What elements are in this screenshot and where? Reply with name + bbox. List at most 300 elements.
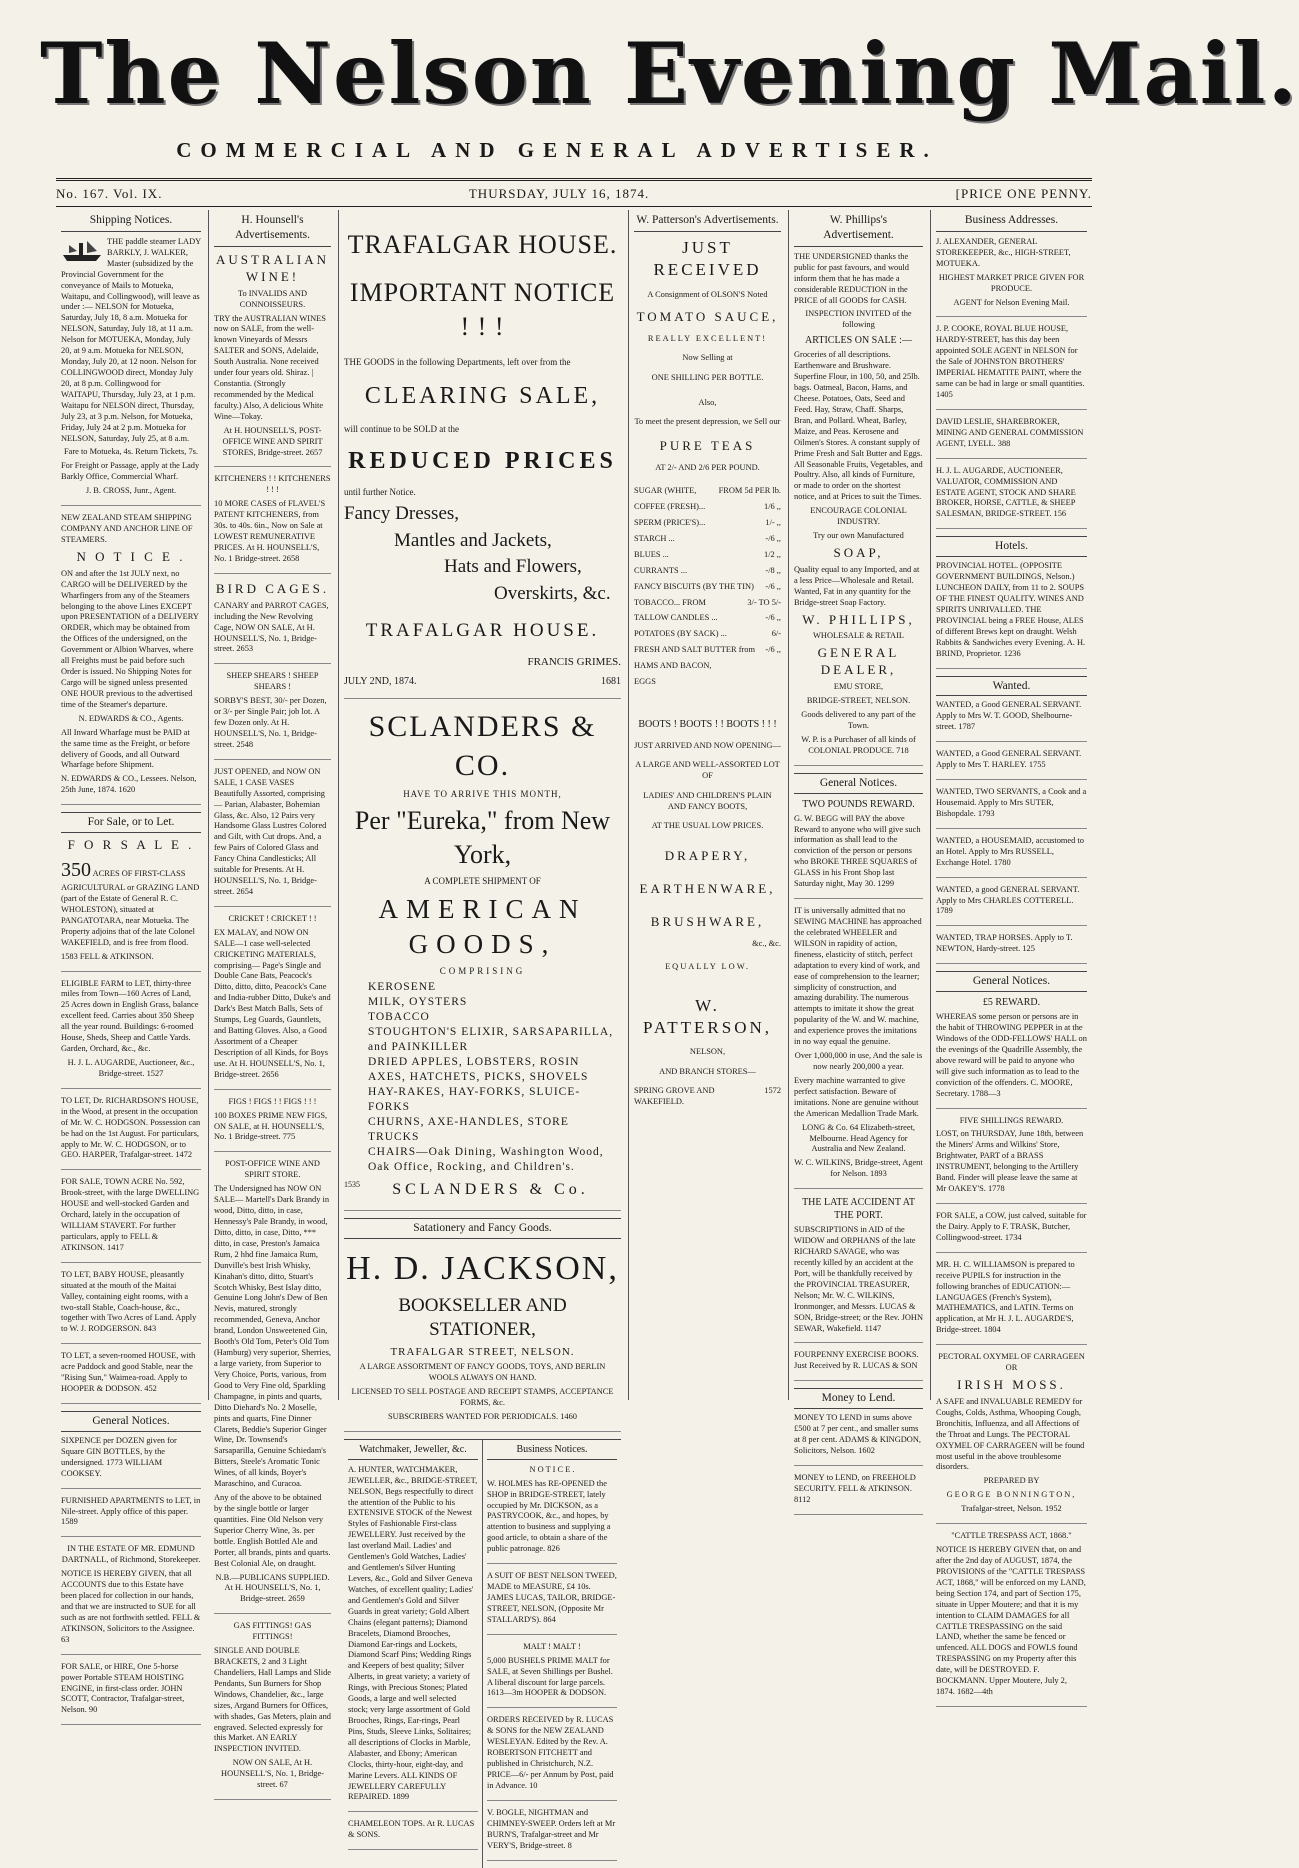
acres-number: 350 [61, 859, 91, 882]
ad-heading: ARTICLES ON SALE :— [805, 335, 912, 347]
ad-text: WHEREAS some person or persons are in the habit of THROWING PEPPER in at the Windows of the ODD-FELLOWS' HALL on the evenings of the Quadrille Assembly, the above reward will be paid to anyone who will give such information as to lead to the conviction of the offenders. C. MOORE, Secretary. 1788—3 [936, 1012, 1087, 1098]
section-header-forsale: For Sale, or to Let. [61, 812, 201, 833]
ad-text: MONEY TO LEND in sums above £500 at 7 per cent., and smaller sums at 8 per cent. ADAMS & KINGDON, Solicitors, Nelson. 1602 [794, 1413, 922, 1455]
ad-figs [214, 1097, 331, 1153]
ad-text: Also, [698, 397, 717, 407]
section-header-money: Money to Lend. [794, 1388, 923, 1409]
ad-wine [214, 252, 331, 468]
ad-text: SUBSCRIPTIONS in AID of the WIDOW and ORPHANS of the late RICHARD SAVAGE, who was recently killed by an accident at the Port, will be thankfully received by the PROVINCIAL TREASURER, Nelson; Mr. W. C. WILKINS, Ironmonger, and Messrs. LUCAS & SON, Bridge-street; or the Rev. JOHN SEWAR, Wakefield. 1147 [794, 1225, 924, 1333]
ad-signature: NOW ON SALE, At H. HOUNSELL'S, No. 1, Bridge-street. 67 [221, 1758, 324, 1790]
ad-text: A. HUNTER, WATCHMAKER, JEWELLER, &c., BRIDGE-STREET, NELSON, Begs respectfully to direct the attention of the Public to his EXTENSIVE STOCK of the Newest Styles of Fashionable First-class JEWELLERY. Just received by the last overland Mail. Ladies' and Gentlemen's Gold Watches, Ladies' and Gentlemen's Silver Hunting Levers, &c., Gold and Silver Geneva Watches, of excellent quality; Ladies' and Gentlemen's Gold and Silver Guards in great variety; Gold Albert Chains (elegant patterns); Diamond Bracelets, Diamond Brooches, Diamond Ear-rings and Lockets, Diamond Scarf Pins; Wedding Rings and Keepers of best quality; Silver Alberts, in great variety; a variety of Rings, with Precious Stones; Plated Goods, a large and well selected stock; very large assortment of Gold Brooches, Rings, Ear-rings, Pearl Pins, Studs, Sleeve Links, Solitaires; all descriptions of Clocks in Marble, Alabaster, and Ebony; American Clocks, thirty-hour, eight-day, and Marine Levers. ALL KINDS OF JEWELLERY CAREFULLY REPAIRED. 1899 [348, 1464, 478, 1802]
ad-text: JUST ARRIVED AND NOW OPENING— [634, 741, 781, 751]
ad-clearing-sale: CLEARING SALE, [364, 383, 601, 410]
ad-subheading: BOOKSELLER AND STATIONER, [398, 1294, 567, 1341]
price-row [634, 486, 781, 497]
ad-text: AND BRANCH STORES— [659, 1066, 756, 1076]
column-trafalgar [338, 210, 626, 1850]
ad-text: MONEY to LEND, on FREEHOLD SECURITY. FELL & ATKINSON. 8112 [794, 1472, 916, 1504]
ad-text: CHAMELEON TOPS. At R. LUCAS & SONS. [348, 1819, 475, 1840]
ad-signature: W. PHILLIPS, [802, 611, 915, 627]
ad-accident [794, 1196, 923, 1343]
ad-lady-barkly [61, 237, 201, 506]
ad-text: will continue to be SOLD at the [344, 424, 459, 435]
price-item: TALLOW CANDLES ... [634, 613, 718, 623]
ad-text: FOURPENNY EXERCISE BOOKS. Just Received by R. LUCAS & SON [794, 1350, 919, 1371]
price-value: 1/2 ,, [764, 549, 781, 559]
ad-text: THE GOODS in the following Departments, left over from the [344, 357, 571, 368]
ad-heading: POST-OFFICE WINE AND SPIRIT STORE. [225, 1159, 320, 1180]
steamer-icon [61, 237, 103, 263]
ad-text: SORBY'S BEST, 30/- per Dozen, or 3/- per Single Pair; job lot. A few Dozen only. At H. HOUNSELL'S, No. 1, Bridge-street. 2548 [214, 696, 327, 749]
goods-item: CHAIRS—Oak Dining, Washington Wood, Oak Office, Rocking, and Children's. [368, 1145, 604, 1173]
ad-heading: TRAFALGAR HOUSE. [347, 230, 618, 259]
price-value: 3/- TO 5/- [747, 597, 781, 607]
section-header-general: General Notices. [936, 971, 1087, 992]
goods-item: AXES, HATCHETS, PICKS, SHOVELS [368, 1071, 589, 1084]
ad-bogle [487, 1808, 617, 1861]
ad-text: REALLY EXCELLENT! [647, 334, 768, 344]
ad-money-2 [794, 1473, 923, 1515]
issue-number: No. 167. Vol. IX. [56, 186, 163, 201]
ad-holmes [487, 1465, 617, 1564]
ad-heading: "CATTLE TRESPASS ACT, 1868." [951, 1531, 1072, 1541]
ad-heading: GAS FITTINGS! GAS FITTINGS! [233, 1621, 312, 1642]
section-header-wanted: Wanted. [936, 676, 1087, 697]
ad-text: Over 1,000,000 in use, And the sale is now nearly 200,000 a year. [794, 1051, 923, 1071]
ad-american-goods: AMERICAN GOODS, [378, 893, 587, 959]
ad-text: HIGHEST MARKET PRICE GIVEN FOR PRODUCE. [938, 272, 1085, 293]
ad-text: Any of the above to be obtained by the single bottle or larger quantities. Fine Old Nelson very Superior Cherry Wine, 3s. per bottle. English Bottled Ale and Porter, all brands, pints and quarts. Best Colonial Ale, on draught. [214, 1493, 331, 1568]
masthead-subtitle: COMMERCIAL AND GENERAL ADVERTISER. [176, 138, 938, 162]
ad-text: W. HOLMES has RE-OPENED the SHOP in BRIDGE-STREET, lately occupied by Mr. DICKSON, as a PASTRYCOOK, &c., and hopes, by attention to business and supplying a good article, to obtain a share of the public patronage. 826 [487, 1478, 611, 1554]
ad-furnished [61, 1496, 201, 1538]
ad-text: H. J. L. AUGARDE, AUCTIONEER, VALUATOR, COMMISSION AND ESTATE AGENT, STOCK AND SHARE BROKER, HORSE, CATTLE, & SHEEP SALESMAN, BRIDGE-STREET. 156 [936, 465, 1076, 519]
ad-heading: NEW ZEALAND STEAM SHIPPING COMPANY AND ANCHOR LINE OF STEAMERS. [61, 513, 193, 544]
section-header-hotels: Hotels. [936, 536, 1087, 557]
ad-freight: For Freight or Passage, apply at the Lady Barkly Office, Commercial Wharf. [61, 461, 200, 482]
price-item: CURRANTS ... [634, 565, 688, 575]
ad-heading: F O R S A L E . [67, 837, 195, 853]
ad-wesleyan [487, 1715, 617, 1800]
ad-text: LICENSED TO SELL POSTAGE AND RECEIPT STAMPS, ACCEPTANCE FORMS, &c. [351, 1387, 614, 1407]
ad-signature: W. PATTERSON, [642, 995, 773, 1037]
ad-text: FOR SALE, or HIRE, One 5-horse power Portable STEAM HOISTING ENGINE, in first-class order. JOHN SCOTT, Contractor, Trafalgar-street, Nelson. 90 [61, 1661, 185, 1715]
ad-exercise-books [794, 1350, 923, 1381]
price-value: 1/6 ,, [764, 502, 781, 512]
ad-heading: TRAFALGAR HOUSE. [365, 619, 600, 641]
price-row [634, 502, 781, 513]
ad-brushware: BRUSHWARE, [650, 913, 765, 929]
section-header-general: General Notices. [61, 1411, 201, 1432]
column-hounsell [208, 210, 336, 1790]
ad-irish-moss [936, 1352, 1087, 1524]
ad-text: A SUIT OF BEST NELSON TWEED, MADE to MEASURE, £4 10s. JAMES LUCAS, TAILOR, BRIDGE-STREET, NELSON, (Opposite Mr STALLARD'S). 864 [487, 1571, 617, 1624]
sub-column-business [482, 1440, 621, 1868]
ad-subheading: Per "Eureka," from New York, [354, 806, 611, 870]
ad-suit [487, 1571, 617, 1635]
ad-provincial-hotel [936, 561, 1087, 668]
ad-text: EX MALAY, and NOW ON SALE—1 case well-selected CRICKETING MATERIALS, comprising— Page's Single and Double Cane Bats, Peacock's Ditto, ditto, ditto, Peacock's Cane and India-rubber Ditto, Duke's and Dark's Best Match Balls, Sets of Stumps, Leg Guards, Gauntlets, and Batting Gloves. Also, a Good Assortment of a Cheaper Description of all Kinds, for Boys use. At H. HOUNSELL'S, No. 1, Bridge-street. 2656 [214, 927, 331, 1079]
ad-heading: MALT ! MALT ! [523, 1641, 581, 1651]
ad-williamson [936, 1260, 1087, 1345]
ad-heading: THE LATE ACCIDENT AT THE PORT. [802, 1197, 915, 1222]
ad-text: ORDERS RECEIVED by R. LUCAS & SONS for the NEW ZEALAND WESLEYAN. Edited by the Rev. A. ROBERTSON FITCHETT and published in Christchurch, N.Z. PRICE—6/- per Annum by Post, paid in Advance. 10 [487, 1715, 614, 1790]
ad-heading: FIVE SHILLINGS REWARD. [959, 1115, 1064, 1125]
ad-earthenware: EARTHENWARE, [639, 880, 776, 896]
ad-notice: N O T I C E . [76, 548, 186, 564]
price-item: FRESH AND SALT BUTTER from [634, 645, 755, 655]
ad-to-let-1 [61, 1096, 201, 1171]
ad-heading: CRICKET ! CRICKET ! ! [228, 913, 317, 923]
ad-text: PROVINCIAL HOTEL. (OPPOSITE GOVERNMENT BUILDINGS, Nelson.) LUNCHEON DAILY, from 11 to 2. SOUPS OF THE FINEST QUALITY. WINES AND SPIRITS UNRIVALLED. THE PROVINCIAL being a FREE House, ALES of different Brews kept on draught. Welsh Rabbits & Sandwiches every Evening. A. H. BRIND, Proprietor. 1236 [936, 561, 1086, 658]
price-item: TOBACCO... FROM [634, 597, 706, 607]
ad-350-acres [61, 837, 201, 971]
column-shipping [56, 210, 206, 1715]
section-header-stationery: Satationery and Fancy Goods. [344, 1218, 621, 1239]
price-row [634, 645, 781, 656]
ad-text: TO LET, BABY HOUSE, pleasantly situated at the mouth of the Maitai Valley, containing eight rooms, with a two-stall Stable, Coach-house, &c., together with Two Acres of Land. Apply to W. J. RODGERSON. 843 [61, 1269, 197, 1334]
price-row [634, 613, 781, 624]
ad-address: TRAFALGAR STREET, NELSON. [390, 1345, 575, 1358]
ad-text: 100 BOXES PRIME NEW FIGS, ON SALE, at H. HOUNSELL'S, No. 1 Bridge-street. 775 [214, 1110, 328, 1142]
ad-signature: N.B.—PUBLICANS SUPPLIED. At H. HOUNSELL'S, No. 1, Bridge-street. 2659 [215, 1572, 330, 1604]
ad-text: Trafalgar-street, Nelson. 1952 [961, 1504, 1062, 1514]
ad-text: BRIDGE-STREET, NELSON. [806, 696, 911, 706]
ad-five-pounds [936, 996, 1087, 1108]
price-value: -/6 ,, [765, 613, 781, 623]
price: [PRICE ONE PENNY. [955, 186, 1092, 201]
ad-leslie [936, 417, 1087, 459]
ad-text: W. P. is a Purchaser of all kinds of COLONIAL PRODUCE. 718 [801, 734, 916, 755]
ad-text: V. BOGLE, NIGHTMAN and CHIMNEY-SWEEP. Orders left at Mr BURN'S, Trafalgar-street and Mr VERY'S, Bridge-street. 8 [487, 1807, 616, 1850]
ad-signature: J. B. CROSS, Junr., Agent. [85, 486, 177, 496]
sub-columns [344, 1439, 621, 1868]
ad-signature: N. EDWARDS & CO., Agents. [78, 713, 184, 723]
ad-drapery: DRAPERY, [664, 847, 751, 863]
ad-two-pounds [794, 798, 923, 899]
ad-wanted-6 [936, 933, 1087, 964]
ad-eligible-farm [61, 979, 201, 1089]
ad-wanted-4 [936, 836, 1087, 878]
ad-heading: KITCHENERS ! ! KITCHENERS ! ! ! [214, 474, 331, 495]
ad-number: 1535 [344, 1179, 360, 1189]
ad-text: ELIGIBLE FARM to LET, thirty-three miles from Town—160 Acres of Land, 25 Acres down in English Grass, balance excellent feed. Carries about 350 Sheep all the year round. Buildings: 6-roomed House, Sheds, Sheep and Cattle Yards. Garden, Orchard, &c., &c. [61, 978, 199, 1054]
ad-sheep-shears [214, 671, 331, 759]
ad-cooke [936, 324, 1087, 409]
ad-sclanders [344, 707, 621, 1212]
ad-irish-moss-title: IRISH MOSS. [957, 1377, 1066, 1393]
ad-five-shillings [936, 1116, 1087, 1204]
ad-heading: BIRD CAGES. [215, 580, 330, 596]
ad-to-let-3 [61, 1351, 201, 1404]
price-row [634, 518, 781, 529]
price-row [634, 534, 781, 545]
ad-text: AT 2/- AND 2/6 PER POUND. [655, 463, 760, 473]
top-rule [56, 178, 1092, 181]
ad-text: A LARGE ASSORTMENT OF FANCY GOODS, TOYS, AND BERLIN WOOLS ALWAYS ON HAND. [359, 1362, 606, 1383]
ad-nz-steam [61, 513, 201, 805]
ad-text: SINGLE AND DOUBLE BRACKETS, 2 and 3 Light Chandeliers, Hall Lamps and Slide Pendants, Sun Burners for Shop Windows, Chandelier, &c., large sizes, Argand Burners for Offices, with shades, Gas Meters, plain and engraved. Selected expressly for this Market. AN EARLY INSPECTION INVITED. [214, 1646, 331, 1754]
ad-text: IT is universally admitted that no SEWING MACHINE has approached the celebrated WHEELER and WILSON in rapidity of action, fineness, elasticity of stitch, perfect adaptation to every kind of work, and ease of comprehension to the learner; simplicity of construction, and amazing durability. The numerous attempts to imitate it show the great popularity of the W. and W. machine, and experience proves the imitations in no way equal the genuine. [794, 906, 922, 1047]
ad-item: Overskirts, &c. [494, 582, 611, 604]
ad-text: NOTICE IS HEREBY GIVEN, that all ACCOUNTS due to this Estate have been placed for collection in our hands, and that we are instructed to SUE for all such as are not forthwith settled. FELL & ATKINSON, Solicitors to the Assignee. 63 [61, 1569, 201, 1644]
ad-subheading: To INVALIDS AND CONNOISSEURS. [237, 288, 308, 309]
ad-date: JULY 2ND, 1874. [344, 675, 417, 687]
ad-text: G. W. BEGG will PAY the above Reward to anyone who will give such information as shall lead to the conviction of the person or persons who BROKE THREE SQUARES of GLASS in his Front Shop last Saturday night, May 30. 1299 [794, 813, 921, 889]
ad-text: A COMPLETE SHIPMENT OF [424, 875, 541, 886]
ad-sixpence [61, 1436, 201, 1489]
ad-text: NELSON, [689, 1047, 726, 1057]
price-item: FANCY BISCUITS (BY THE TIN) [634, 581, 754, 591]
ad-augarde [936, 466, 1087, 530]
ad-signature: H. J. L. AUGARDE, Auctioneer, &c., Bridge-street. 1527 [67, 1057, 195, 1078]
ad-fare: Fare to Motueka, 4s. Return Tickets, 7s. [64, 447, 198, 457]
price-row [634, 598, 781, 609]
ad-trafalgar-house [344, 228, 621, 699]
ad-alexander [936, 237, 1087, 318]
ad-signature: FRANCIS GRIMES. [527, 656, 621, 669]
column-phillips [788, 210, 928, 1504]
ad-text: WANTED, a Good GENERAL SERVANT. Apply to Mrs T. HARLEY. 1755 [936, 749, 1082, 770]
ad-estate [61, 1544, 201, 1654]
ad-text: ONE SHILLING PER BOTTLE. [651, 372, 764, 382]
ad-text: To meet the present depression, we Sell our [634, 416, 781, 426]
ad-heading: TWO POUNDS REWARD. [802, 798, 915, 810]
ad-text: Try our own Manufactured [813, 531, 904, 541]
ad-wanted-1 [936, 700, 1087, 742]
ad-heading: IN THE ESTATE OF MR. EDMUND DARTNALL, of Richmond, Storekeeper. [61, 1544, 201, 1565]
ad-heading: £5 REWARD. [982, 997, 1041, 1009]
section-header-business-addresses: Business Addresses. [936, 210, 1087, 232]
sub-column-watchmaker [344, 1440, 482, 1868]
ad-item: Mantles and Jackets, [394, 529, 552, 551]
ad-text: ENCOURAGE COLONIAL INDUSTRY. [810, 506, 907, 527]
price-value: -/6 ,, [765, 645, 781, 655]
goods-item: STOUGHTON'S ELIXIR, SARSAPARILLA, and PAINKILLER [368, 1026, 614, 1054]
price-row [634, 677, 781, 688]
ad-text: WHOLESALE & RETAIL [813, 631, 904, 641]
ad-text: EQUALLY LOW. [665, 961, 750, 971]
ad-text: 5,000 BUSHELS PRIME MALT for SALE, at Seven Shillings per Bushel. A liberal discount for large parcels. 1613—3m HOOPER & DODSON. [487, 1655, 613, 1698]
ad-text: AT THE USUAL LOW PRICES. [651, 820, 764, 830]
ad-hunter [348, 1465, 478, 1813]
ad-vases [214, 767, 331, 907]
ad-cow [936, 1211, 1087, 1253]
ad-text: ON and after the 1st JULY next, no CARGO will be DELIVERED by the Wharfingers from any of the Steamers belonging to the above Lines EXCEPT upon PRESENTATION of a DELIVERY ORDER, which may be obtained from the Offices of the undersigned, on the Government or Albion Wharves, where all Freights must be paid before such Order is issued. No Shipping Notes for Cargo will be signed unless presented ONE HOUR previous to the advertised time of the Steamer's departure. [61, 568, 199, 709]
section-header-patterson: W. Patterson's Advertisements. [634, 210, 781, 232]
ad-text: CANARY and PARROT CAGES, including the New Revolving Cage, NOW ON SALE, At H. HOUNSELL'S, No. 1, Bridge-street. 2653 [214, 600, 329, 654]
section-header-watchmaker: Watchmaker, Jeweller, &c. [348, 1440, 478, 1460]
ad-gas-fittings [214, 1621, 331, 1800]
column-business [930, 210, 1092, 1697]
dateline [56, 186, 1092, 206]
ad-text: WANTED, a HOUSEMAID, accustomed to an Hotel. Apply to Mrs RUSSELL, Exchange Hotel. 1780 [936, 835, 1084, 867]
ad-text: &c., &c. [752, 938, 781, 948]
ad-heading: FIGS ! FIGS ! ! FIGS ! ! ! [228, 1096, 317, 1106]
ad-signature: SCLANDERS & Co. [392, 1180, 589, 1198]
ad-to-let-2 [61, 1270, 201, 1345]
ad-text: J. P. COOKE, ROYAL BLUE HOUSE, HARDY-STREET, has this day been appointed SOLE AGENT in NELSON for the Sale of JOHNSTON BROTHERS' IMPERIAL HEMATITE PAINT, where the same can be had in large or small quantities. 1405 [936, 324, 1085, 399]
ad-text: AGENT for Nelson Evening Mail. [953, 297, 1070, 307]
price-row [634, 566, 781, 577]
ad-number: 1572 [764, 1085, 781, 1095]
ad-text: WANTED, TRAP HORSES. Apply to T. NEWTON, Hardy-street. 125 [936, 933, 1073, 954]
ad-text: DAVID LESLIE, SHAREBROKER, MINING AND GENERAL COMMISSION AGENT, LYELL. 388 [936, 416, 1084, 448]
ad-text: Now Selling at [682, 353, 733, 363]
ad-for-sale-town-acre [61, 1177, 201, 1262]
ad-heading: JUST RECEIVED [653, 237, 762, 280]
section-header-general: General Notices. [794, 773, 923, 794]
ad-text: PREPARED BY [983, 1476, 1040, 1486]
issue-date: THURSDAY, JULY 16, 1874. [468, 186, 650, 201]
price-item: BLUES ... [634, 549, 669, 559]
ad-post-office-store [214, 1159, 331, 1614]
ad-boots: BOOTS ! BOOTS ! ! BOOTS ! ! ! [638, 719, 777, 731]
ad-text: FURNISHED APARTMENTS to LET, in Nile-street. Apply office of this paper. 1589 [61, 1495, 201, 1527]
ad-signature: N. EDWARDS & CO., Lessees. Nelson, 25th June, 1874. 1620 [61, 774, 197, 795]
ad-items [344, 502, 621, 607]
ad-text: MR. H. C. WILLIAMSON is prepared to receive PUPILS for instruction in the following branches of EDUCATION:— LANGUAGES (French's System), MATHEMATICS, and LATIN. Terms on application, at Mr H. J. L. AUGARDE'S, Bridge-street. 1804 [936, 1259, 1075, 1335]
price-row [634, 582, 781, 593]
ad-text: Goods delivered to any part of the Town. [801, 710, 916, 730]
ad-heading: AUSTRALIAN WINE! [215, 251, 330, 284]
goods-item: HAY-RAKES, HAY-FORKS, SLUICE-FORKS [368, 1085, 581, 1113]
ad-signature: W. C. WILKINS, Bridge-street, Agent for Nelson. 1893 [794, 1158, 923, 1179]
ad-text: TO LET, a seven-roomed HOUSE, with acre Paddock and good Stable, near the "Rising Sun," Waimea-road. Apply to HOOPER & DODSON. 452 [61, 1351, 196, 1394]
ad-heading: SHEEP SHEARS ! SHEEP SHEARS ! [226, 671, 319, 692]
ad-text: All Inward Wharfage must be PAID at the same time as the Freight, or before delivery of Goods, and all Outward Wharfage before Shipment. [61, 727, 190, 770]
ad-text: Groceries of all descriptions. Earthenware and Brushware. Superfine Flour, in 100, 50, and 25lb. bags. Oatmeal, Bacon, Hams, and Cheese. Potatoes, Oats, Seed and Feed. Hay, Straw, Chaff. Sharps, Bran, and Pollard. Wheat, Barley, Maize, and Peas. Kerosene and Oilmen's Stores. A constant supply of Prime Fresh and Salt Butter and Eggs. All Seasonable Fruits, Vegetables, and Poultry. Also, all kinds of Furniture, or made to order on the shortest notice, and at Prices to suit the Times. [794, 350, 923, 502]
ad-text: FOR SALE, a COW, just calved, suitable for the Dairy. Apply to F. TRASK, Butcher, Collingwood-street. 1734 [936, 1210, 1087, 1242]
ad-wanted-3 [936, 787, 1087, 829]
ad-text: LONG & Co. 64 Elizabeth-street, Melbourne. Head Agency for Australia and New Zealand. [801, 1122, 916, 1154]
ad-heading: H. D. JACKSON, [346, 1250, 619, 1288]
ad-text: THE UNDERSIGNED thanks the public for past favours, and would inform them that he has made a considerable REDUCTION in the PRICE of all GOODS for CASH. [794, 251, 909, 305]
ad-money-1 [794, 1413, 923, 1466]
price-value: 6/- [771, 629, 781, 639]
ad-text: WANTED, a Good GENERAL SERVANT. Apply to Mrs W. T. GOOD, Shelbourne-street. 1787 [936, 700, 1082, 732]
ad-wanted-2 [936, 749, 1087, 780]
section-header-phillips: W. Phillips's Advertisement. [794, 210, 923, 247]
price-list [634, 486, 781, 688]
ad-text: EMU STORE, [833, 682, 884, 692]
ad-cricket [214, 914, 331, 1090]
ad-kitcheners [214, 474, 331, 573]
ad-text: SUBSCRIBERS WANTED FOR PERIODICALS. 1460 [387, 1411, 577, 1421]
price-item: COFFEE (FRESH)... [634, 502, 706, 512]
price-row [634, 550, 781, 561]
price-item: EGGS [634, 677, 656, 687]
ad-text: J. ALEXANDER, GENERAL STOREKEEPER, &c., HIGH-STREET, MOTUEKA. [936, 236, 1071, 268]
ad-bird-cages [214, 581, 331, 665]
ad-text: A LARGE AND WELL-ASSORTED LOT OF [635, 760, 780, 781]
ad-item: Fancy Dresses, [344, 502, 460, 524]
price-value: FROM 5d PER lb. [718, 486, 781, 496]
ad-wanted-5 [936, 885, 1087, 927]
ad-heading: SCLANDERS & CO. [368, 709, 597, 782]
goods-list [344, 980, 621, 1174]
ad-signature: 1583 FELL & ATKINSON. [61, 951, 154, 961]
price-value: -/6 ,, [765, 581, 781, 591]
goods-item: DRIED APPLES, LOBSTERS, ROSIN [368, 1056, 580, 1069]
goods-item: KEROSENE [368, 981, 437, 994]
ad-text: ACRES OF FIRST-CLASS AGRICULTURAL or GRAZING LAND (part of the Estate of General R. C. WHOLESTON), situated at PANGATOTARA, near Motueka. The Property adjoins that of the late Colonel WAKEFIELD, and is free from flood. [61, 869, 200, 947]
ad-text: SPRING GROVE AND WAKEFIELD. [634, 1085, 715, 1106]
ad-pure-teas: PURE TEAS [659, 437, 756, 453]
ad-text: LADIES' AND CHILDREN'S PLAIN AND FANCY BOOTS, [643, 790, 772, 811]
price-item: SPERM (PRICE'S)... [634, 517, 706, 527]
price-item: STARCH ... [634, 533, 675, 543]
ad-tomato-sauce: TOMATO SAUCE, [636, 308, 779, 324]
column-patterson [628, 210, 786, 1400]
price-value: -/6 ,, [765, 533, 781, 543]
ad-hoisting-engine [61, 1662, 201, 1726]
section-header-business: Business Notices. [487, 1440, 617, 1460]
price-value: -/8 ,, [765, 565, 781, 575]
ad-text: until further Notice. [344, 487, 416, 498]
ad-text: The Undersigned has NOW ON SALE— Martell's Dark Brandy in wood, Ditto, ditto, in case, Hennessy's Pale Brandy, in wood, Ditto, ditto, in case, Ditto, *** ditto, in case, Preston's Jamaica Rum, 2 hhd fine Jamaica Rum, Dunville's best Irish Whisky, Kinahan's ditto, ditto, Stuart's Scotch Whisky, Best Islay ditto, Genuine Long John's Dew of Ben Nevis, matured, strongly recommended, Geneva, Anchor brand, London Unsweetened Gin, Booth's Old Tom, Peter's Old Tom (Hamburg) very superior, Sherries, a large variety, from Superior to Very Choice, Ports, various, from Good to Very Fine old, Sparkling Champagne, in pints and quarts, Ditto Diehard's No. 2 Moselle, pints and quarts, Fine Dinner Clarets, Beddie's Superior Ginger Wine, Dr. Townsend's Sarsaparilla, Genuine Schiedam's Bitters, Steele's Aromatic Tonic Wines, of all kinds, Boyer's Maraschino, and Curacoa. [214, 1184, 331, 1489]
ad-text: LOST, on THURSDAY, June 18th, between the Miners' Arms and Wilkins' Store, Brightwater, PART of a BRASS INSTRUMENT, belonging to the Artillery Band. Finder will please leave the same at Mr OAKEY'S. 1778 [936, 1129, 1084, 1194]
ad-number: 1681 [601, 675, 621, 687]
section-header-shipping: Shipping Notices. [61, 210, 201, 232]
ad-heading: N O T I C E . [529, 1464, 575, 1474]
ad-jackson [344, 1247, 621, 1431]
ad-text: Quality equal to any Imported, and at a less Price—Wholesale and Retail. Wanted, Fat in any quantity for the Bridge-street Soap Factory. [794, 564, 920, 607]
ad-text: WANTED, a good GENERAL SERVANT. Apply to Mrs CHARLES COTTERELL. 1789 [936, 884, 1080, 916]
ad-heading: PECTORAL OXYMEL OF CARRAGEEN OR [938, 1352, 1085, 1373]
ad-text: SIXPENCE per DOZEN given for Square GIN BOTTLES, by the undersigned. 1773 WILLIAM COOKSEY. [61, 1435, 177, 1478]
ad-text: THE paddle steamer LADY BARKLY, J. WALKER, Master (subsidized by the Provincial Government for the conveyance of Mails to Motueka, Waitapu, and Collingwood), will leave as under :— NELSON for Motueka, Saturday, July 18, 8 a.m. Motueka for NELSON, Saturday, July 18, at 11 a.m. Nelson for MOTUEKA, Monday, July 20, at 9 a.m. Motueka for NELSON, Monday, July 20, at 12 noon. Nelson for COLLINGWOOD direct, Monday July 20, at 8 p.m. Collingwood for WAITAPU, Thursday, July 23, at 1 p.m. Waitapu for NELSON direct, Thursday, July 23, at 3 p.m. Nelson, for Motueka, Friday, July 24 at 2 p.m. Motueka for NELSON, Saturday, July 25, at 8 a.m. [61, 236, 201, 443]
ad-phillips [794, 252, 923, 766]
price-row [634, 661, 781, 672]
ad-text: A Consignment of OLSON'S Noted [647, 289, 768, 299]
ad-sewing-machine [794, 906, 923, 1189]
goods-item: CHURNS, AXE-HANDLES, STORE TRUCKS [368, 1115, 569, 1143]
ad-text: INSPECTION INVITED of the following [805, 309, 912, 330]
price-value: 1/- ,, [765, 517, 781, 527]
ad-signature: GEORGE BONNINGTON, [946, 1490, 1077, 1500]
goods-item: TOBACCO [368, 1011, 430, 1024]
masthead-title: The Nelson Evening Mail. [40, 24, 1299, 123]
ad-text: JUST OPENED, and NOW ON SALE, 1 CASE VASES Beautifully Assorted, comprising— Parian, Alabaster, Bohemian Glass, &c. Also, 12 Pairs very Handsome Glass Lustres Colored and Gilt, with Cut drops. And, a few Pairs of Colored Glass and Fancy China Candlesticks; All suitable for Presents. At H. HOUNSELL'S, No. 1, Bridge-street. 2654 [214, 766, 327, 896]
ad-text: TRY the AUSTRALIAN WINES now on SALE, from the well-known Vineyards of Messrs SALTER and SONS, Adelaide, South Australia. None received under four years old. Shiraz. | Constantia. (Strongly recommended by the Medical faculty.) Also, A delicious White Wine—Tokay. [214, 313, 326, 421]
ad-text: TO LET, Dr. RICHARDSON'S HOUSE, in the Wood, at present in the occupation of Mr. W. C. HODGSON. Possession can be had on the 1st August. For particulars, apply to Mr. W. C. HODGSON, or to GEO. HARPER, Trafalgar-street. 1472 [61, 1095, 201, 1160]
ad-malt [487, 1642, 617, 1709]
ad-text: COMPRISING [439, 965, 526, 976]
ad-signature: At H. HOUNSELL'S, POST-OFFICE WINE AND SPIRIT STORES, Bridge-street. 2657 [222, 425, 323, 457]
price-item: SUGAR (WHITE, [634, 486, 697, 496]
ad-text: HAVE TO ARRIVE THIS MONTH, [403, 788, 562, 799]
ad-text: A SAFE and INVALUABLE REMEDY for Coughs, Colds, Asthma, Whooping Cough, Bronchitis, Influenza, and all Affections of the Throat and Lungs. The PECTORAL OXYMEL OF CARRAGEEN will be found most useful in the above troublesome disorders. [936, 1396, 1085, 1472]
dateline-rule [56, 206, 1092, 207]
ad-text: GENERAL DEALER, [817, 645, 900, 678]
ad-reduced-prices: REDUCED PRICES [348, 447, 617, 474]
goods-item: MILK, OYSTERS [368, 996, 468, 1009]
price-item: HAMS AND BACON, [634, 661, 712, 671]
price-item: POTATOES (BY SACK) ... [634, 629, 727, 639]
ad-text: 10 MORE CASES of FLAVEL'S PATENT KITCHENERS, from 30s. to 40s. 6in., Now on Sale at LOWEST REMUNERATIVE PRICES. At H. HOUNSELL'S, No. 1 Bridge-street. 2658 [214, 499, 326, 563]
ad-item: Hats and Flowers, [444, 556, 582, 578]
price-row [634, 629, 781, 640]
ad-text: NOTICE IS HEREBY GIVEN that, on and after the 2nd day of AUGUST, 1874, the PROVISIONS of the "CATTLE TRESPASS ACT, 1868," will be enforced on my LAND, being Section 174, and part of Section 175, situate in Upper Moutere; and that it is my intention to CLAIM DAMAGES for all CATTLE TRESPASSING on the said LAND, whether the same be fenced or unfenced. ALL DOGS and FOWLS found TRESPASSING on my Property after this date, will be DESTROYED. F. BOCKMANN. Upper Moutere, July 2, 1874. 1682—4th [936, 1545, 1086, 1697]
ad-text: WANTED, TWO SERVANTS, a Cook and a Housemaid. Apply to Mrs SUTER, Bishopdale. 1793 [936, 787, 1087, 818]
ad-soap: SOAP, [833, 545, 884, 560]
ad-chameleon [348, 1819, 478, 1850]
ad-notice: IMPORTANT NOTICE ! ! ! [349, 277, 616, 341]
section-header-hounsell: H. Hounsell's Advertisements. [214, 210, 331, 247]
ad-cattle-trespass [936, 1531, 1087, 1707]
ad-text: Every machine warranted to give perfect satisfaction. Beware of imitations. None are genuine without the American Medallion Trade Mark. [794, 1075, 919, 1118]
